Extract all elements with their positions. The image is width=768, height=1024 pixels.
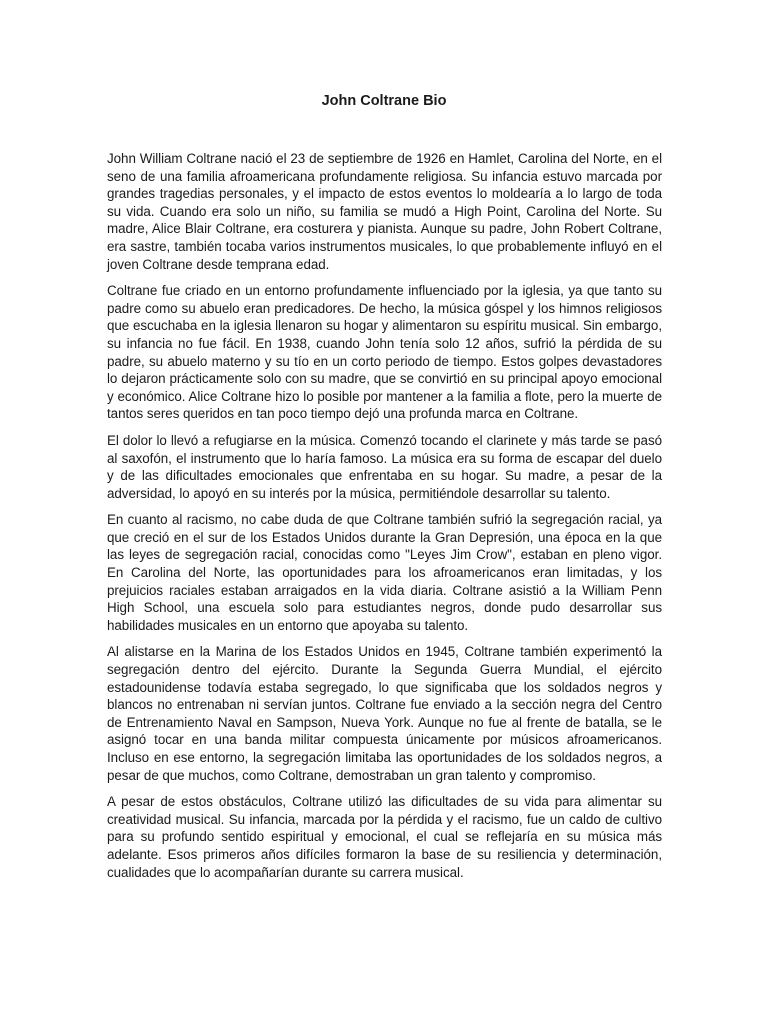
paragraph-resilience: A pesar de estos obstáculos, Coltrane utilizó las dificultades de su vida para alimentar su creatividad musical. Su infancia, marcada por la pérdida y el racismo, fue un caldo de cultivo para su profundo sentido espiritual y emocional, el cual se reflejaría en su música más adelante. Esos primeros años difíciles formaron la base de su resiliencia y determinación, cualidades que lo acompañarían durante su carrera musical.	[107, 794, 662, 880]
paragraph-early-life: John William Coltrane nació el 23 de septiembre de 1926 en Hamlet, Carolina del Norte, en el seno de una familia afroamericana profundamente religiosa. Su infancia estuvo marcada por grandes tragedias personales, y el impacto de estos eventos lo moldearía a lo largo de toda su vida. Cuando era solo un niño, su familia se mudó a High Point, Carolina del Norte. Su madre, Alice Blair Coltrane, era costurera y pianista. Aunque su padre, John Robert Coltrane, era sastre, también tocaba varios instrumentos musicales, lo que probablemente influyó en el joven Coltrane desde temprana edad.	[107, 151, 662, 272]
document-title: John Coltrane Bio	[321, 93, 447, 109]
paragraph-music-refuge: El dolor lo llevó a refugiarse en la música. Comenzó tocando el clarinete y más tarde se pasó al saxofón, el instrumento que lo haría famoso. La música era su forma de escapar del duelo y de las dificultades emocionales que enfrentaba en su hogar. Su madre, a pesar de la adversidad, lo apoyó en su interés por la música, permitiéndole desarrollar su talento.	[107, 432, 662, 501]
paragraph-racism: En cuanto al racismo, no cabe duda de que Coltrane también sufrió la segregación racial, ya que creció en el sur de los Estados Unidos durante la Gran Depresión, una época en la que las leyes de segregación racial, conocidas como "Leyes Jim Crow", estaban en pleno vigor. En Carolina del Norte, las oportunidades para los afroamericanos eran limitadas, y los prejuicios raciales estaban arraigados en la vida diaria. Coltrane asistió a la William Penn High School, una escuela solo para estudiantes negros, donde pudo desarrollar sus habilidades musicales en un entorno que apoyaba su talento.	[107, 512, 662, 633]
paragraph-navy: Al alistarse en la Marina de los Estados Unidos en 1945, Coltrane también experimentó la segregación dentro del ejército. Durante la Segunda Guerra Mundial, el ejército estadounidense todavía estaba segregado, lo que significaba que los soldados negros y blancos no entrenaban ni servían juntos. Coltrane fue enviado a la sección negra del Centro de Entrenamiento Naval en Sampson, Nueva York. Aunque no fue al frente de batalla, se le asignó tocar en una banda militar compuesta únicamente por músicos afroamericanos. Incluso en ese entorno, la segregación limitaba las oportunidades de los soldados negros, a pesar de que muchos, como Coltrane, demostraban un gran talento y compromiso.	[107, 644, 662, 783]
document-body	[107, 150, 662, 890]
paragraph-church-and-loss: Coltrane fue criado en un entorno profundamente influenciado por la iglesia, ya que tanto su padre como su abuelo eran predicadores. De hecho, la música góspel y los himnos religiosos que escuchaba en la iglesia llenaron su hogar y alimentaron su espíritu musical. Sin embargo, su infancia no fue fácil. En 1938, cuando John tenía solo 12 años, sufrió la pérdida de su padre, su abuelo materno y su tío en un corto periodo de tiempo. Estos golpes devastadores lo dejaron prácticamente solo con su madre, que se convirtió en su principal apoyo emocional y económico. Alice Coltrane hizo lo posible por mantener a la familia a flote, pero la muerte de tantos seres queridos en tan poco tiempo dejó una profunda marca en Coltrane.	[107, 283, 662, 422]
